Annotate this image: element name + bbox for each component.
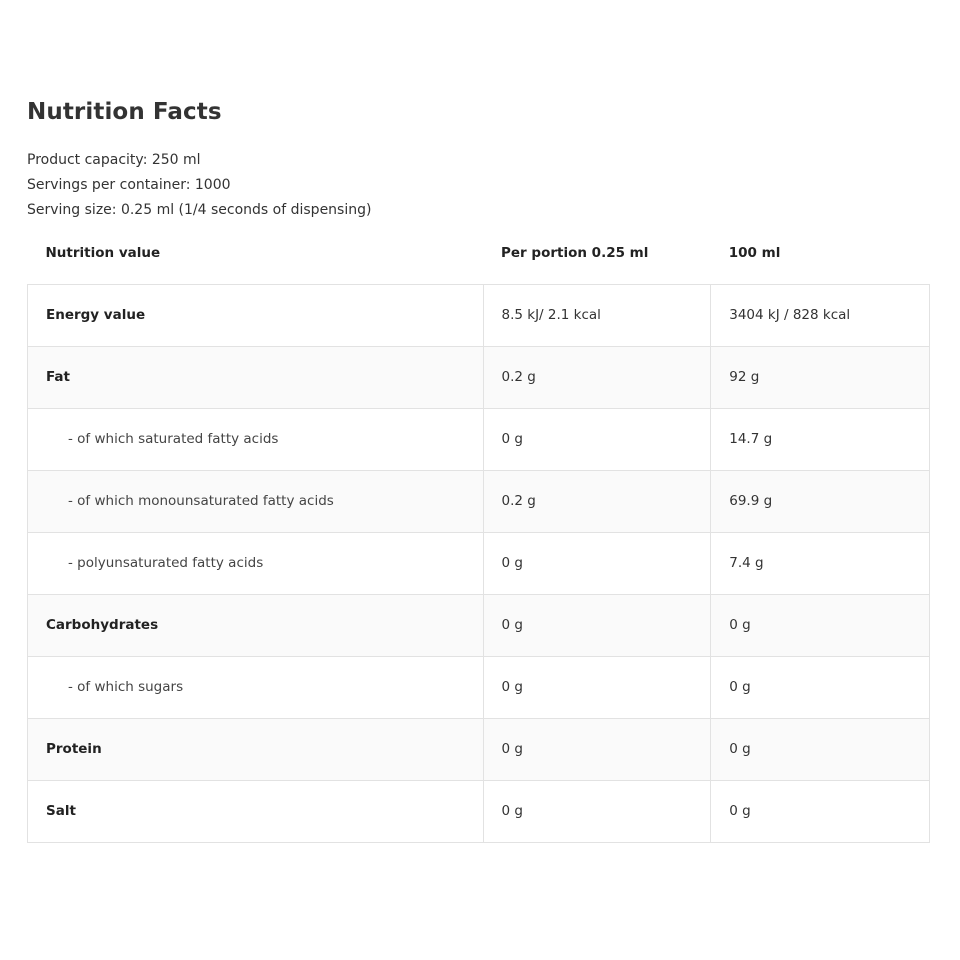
table-row bbox=[28, 470, 930, 532]
table-header bbox=[28, 222, 930, 284]
row-per-100ml: 3404 kJ / 828 kcal bbox=[711, 284, 930, 346]
row-per-100ml: 0 g bbox=[711, 594, 930, 656]
page-title: Nutrition Facts bbox=[27, 99, 222, 125]
row-name: - of which sugars bbox=[28, 656, 484, 718]
table-row bbox=[28, 780, 930, 842]
product-capacity: Product capacity: 250 ml bbox=[27, 152, 201, 168]
table-row bbox=[28, 656, 930, 718]
row-per-portion: 0.2 g bbox=[483, 346, 711, 408]
row-name: Salt bbox=[28, 780, 484, 842]
table-row bbox=[28, 284, 930, 346]
table-body bbox=[28, 284, 930, 842]
header-nutrition-value: Nutrition value bbox=[45, 244, 161, 261]
row-name: Carbohydrates bbox=[28, 594, 484, 656]
nutrition-table bbox=[27, 222, 930, 843]
row-per-100ml: 0 g bbox=[711, 780, 930, 842]
serving-size: Serving size: 0.25 ml (1/4 seconds of dispensing) bbox=[27, 202, 372, 218]
table-row bbox=[28, 408, 930, 470]
header-row bbox=[28, 222, 930, 284]
row-per-100ml: 0 g bbox=[711, 718, 930, 780]
row-per-portion: 0 g bbox=[483, 780, 711, 842]
row-name: - polyunsaturated fatty acids bbox=[28, 532, 484, 594]
row-name: - of which monounsaturated fatty acids bbox=[28, 470, 484, 532]
row-per-portion: 0 g bbox=[483, 532, 711, 594]
table-row bbox=[28, 594, 930, 656]
table-row bbox=[28, 718, 930, 780]
row-per-100ml: 14.7 g bbox=[711, 408, 930, 470]
row-per-portion: 0 g bbox=[483, 718, 711, 780]
row-per-portion: 8.5 kJ/ 2.1 kcal bbox=[483, 284, 711, 346]
row-per-portion: 0.2 g bbox=[483, 470, 711, 532]
table-row bbox=[28, 346, 930, 408]
row-per-100ml: 0 g bbox=[711, 656, 930, 718]
header-per-100ml: 100 ml bbox=[728, 244, 781, 261]
row-per-100ml: 92 g bbox=[711, 346, 930, 408]
row-per-100ml: 7.4 g bbox=[711, 532, 930, 594]
header-per-portion: Per portion 0.25 ml bbox=[501, 244, 649, 261]
row-per-portion: 0 g bbox=[483, 408, 711, 470]
row-per-portion: 0 g bbox=[483, 656, 711, 718]
row-name: Protein bbox=[28, 718, 484, 780]
row-per-100ml: 69.9 g bbox=[711, 470, 930, 532]
table-row bbox=[28, 532, 930, 594]
row-per-portion: 0 g bbox=[483, 594, 711, 656]
servings-per-container: Servings per container: 1000 bbox=[27, 177, 231, 193]
row-name: - of which saturated fatty acids bbox=[28, 408, 484, 470]
row-name: Energy value bbox=[28, 284, 484, 346]
row-name: Fat bbox=[28, 346, 484, 408]
